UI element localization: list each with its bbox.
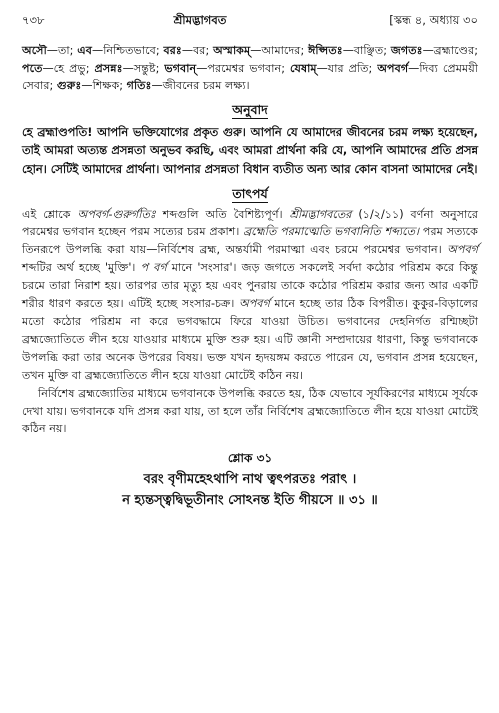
synonym-meaning: —বর;: [181, 44, 214, 57]
synonym-meaning: —পরমেশ্বর ভগবান;: [196, 61, 290, 75]
page-header: [22, 12, 478, 28]
synonym-meaning: —নিশ্চিতভাবে;: [92, 44, 164, 57]
synonym-word: প্রসন্নঃ: [94, 61, 123, 75]
synonym-meaning: —আমাদের;: [250, 44, 309, 57]
verse-line-1: বরং বৃণীমহেঽথাপি নাথ ত্বৎপরতঃ পরাৎ ।: [143, 472, 357, 488]
synonym-word: অপবর্গ: [377, 61, 409, 75]
synonym-word: গুরুঃ: [56, 79, 82, 93]
synonym-word: পতে: [22, 61, 43, 75]
verse-line-2: ন হ্যন্তস্ত্বদ্বিভূতীনাং সোঽনন্ত ইতি গীয়সে ॥ ৩১ ॥: [122, 493, 378, 509]
synonym-meaning: —বাঞ্ছিত;: [342, 44, 391, 57]
page-number: ৭৩৮: [22, 13, 45, 27]
translation-text: হে ব্রহ্মাণ্ডপতি! আপনি ভক্তিযোগের প্রকৃত গুরু। আপনি যে আমাদের জীবনের চরম লক্ষ্য হয়েছেন, তাই আমরা অত্যন্ত প্রসন্নতা অনুভব করছি, এবং আমরা প্রার্থনা করি যে, আপনি আমাদের প্রতি প্রসন্ন হোন। সেটিই আমাদের প্রার্থনা। আপনার প্রসন্নতা বিধান ব্যতীত অন্য আর কোন বাসনা আমাদের নেই।: [22, 124, 478, 176]
synonym-word: অস্মাকম্: [213, 44, 251, 57]
word-meanings: [22, 42, 478, 95]
synonym-meaning: —হে প্রভু;: [42, 61, 95, 75]
chapter-reference: [স্কন্ধ ৪, অধ্যায় ৩০: [389, 13, 478, 27]
synonym-word: অসৌ: [22, 44, 47, 57]
translation-heading: অনুবাদ: [232, 101, 268, 117]
synonym-word: ঈপ্সিতঃ: [308, 44, 343, 57]
synonym-word: যেষাম্: [289, 61, 317, 75]
book-page: [22, 12, 478, 511]
synonym-word: এব: [77, 44, 93, 57]
verse-text: [22, 469, 478, 511]
purport-heading: তাৎপর্য: [232, 185, 268, 201]
synonym-word: বরঃ: [163, 44, 182, 57]
synonym-meaning: —সন্তুষ্ট;: [122, 61, 165, 75]
purport-paragraph-2: নির্বিশেষ ব্রহ্মজ্যোতির মাধ্যমে ভগবানকে উপলব্ধি করতে হয়, ঠিক যেভাবে সূর্যকিরণের মাধ্যমে সূর্যকে দেখা যায়। ভগবানকে যদি প্রসন্ন করা যায়, তা হলে তাঁর নির্বিশেষ ব্রহ্মজ্যোতিতে লীন হয়ে যাওয়া মোটেই কঠিন নয়।: [22, 386, 478, 436]
synonym-word: ভগবান্: [164, 61, 197, 75]
synonym-word: জগতঃ: [390, 44, 423, 57]
synonym-word: গতিঃ: [126, 79, 152, 93]
purport-paragraph-1: এই শ্লোকে অপবর্গ-গুরুর্গতিঃ শব্দগুলি অতি বৈশিষ্ট্যপূর্ণ। শ্রীমদ্ভাগবতের (১/২/১১) বর্ণনা অনুসারে পরমেশ্বর ভগবান হচ্ছেন পরম সত্যের চরম প্রকাশ। ব্রহ্মেতি পরমাত্মেতি ভগবানিতি শব্দ্যতে। পরম সত্যকে তিনরূপে উপলব্ধি করা যায়—নির্বিশেষ ব্রহ্ম, অন্তর্যামী পরমাত্মা এবং চরমে পরমেশ্বর ভগবান। অপবর্গ শব্দটির অর্থ হচ্ছে 'মুক্তি'। প বর্গ মানে 'সংসার'। জড় জগতে সকলেই সর্বদা কঠোর পরিশ্রম করে কিন্তু চরমে তারা নিরাশ হয়। তারপর তার মৃত্যু হয় এবং পুনরায় তাকে কঠোর পরিশ্রম করার জন্য আর একটি শরীর ধারণ করতে হয়। এটিই হচ্ছে সংসার-চক্র। অপবর্গ মানে হচ্ছে তার ঠিক বিপরীত। কুকুর-বিড়ালের মতো কঠোর পরিশ্রম না করে ভগবদ্ধামে ফিরে যাওয়া উচিত। ভগবানের দেহনির্গত রশ্মিচ্ছটা ব্রহ্মজ্যোতিতে লীন হয়ে যাওয়ার মাধ্যমে মুক্তি শুরু হয়। এটি জ্ঞানী সম্প্রদায়ের ধারণা, কিন্তু ভগবানকে উপলব্ধি করা তার অনেক উপরের বিষয়। ভক্ত যখন হৃদয়ঙ্গম করতে পারেন যে, ভগবান প্রসন্ন হয়েছেন, তখন মুক্তি বা ব্রহ্মজ্যোতিতে লীন হয়ে যাওয়া মোটেই কঠিন নয়।: [22, 207, 478, 382]
purport-text: [22, 206, 478, 439]
synonym-meaning: —তা;: [46, 44, 78, 57]
synonym-meaning: —যার প্রতি;: [316, 61, 378, 75]
synonym-meaning: —জীবনের চরম লক্ষ্য।: [151, 79, 250, 93]
verse-number-heading: শ্লোক ৩১: [227, 451, 273, 466]
synonym-meaning: —ব্রহ্মাণ্ডের;: [422, 44, 478, 57]
book-title: শ্রীমদ্ভাগবত: [173, 13, 227, 27]
synonym-meaning: —শিক্ষক;: [81, 79, 127, 93]
synonym-meaning: —দিব্য প্রেমময়ী সেবার;: [22, 61, 478, 93]
